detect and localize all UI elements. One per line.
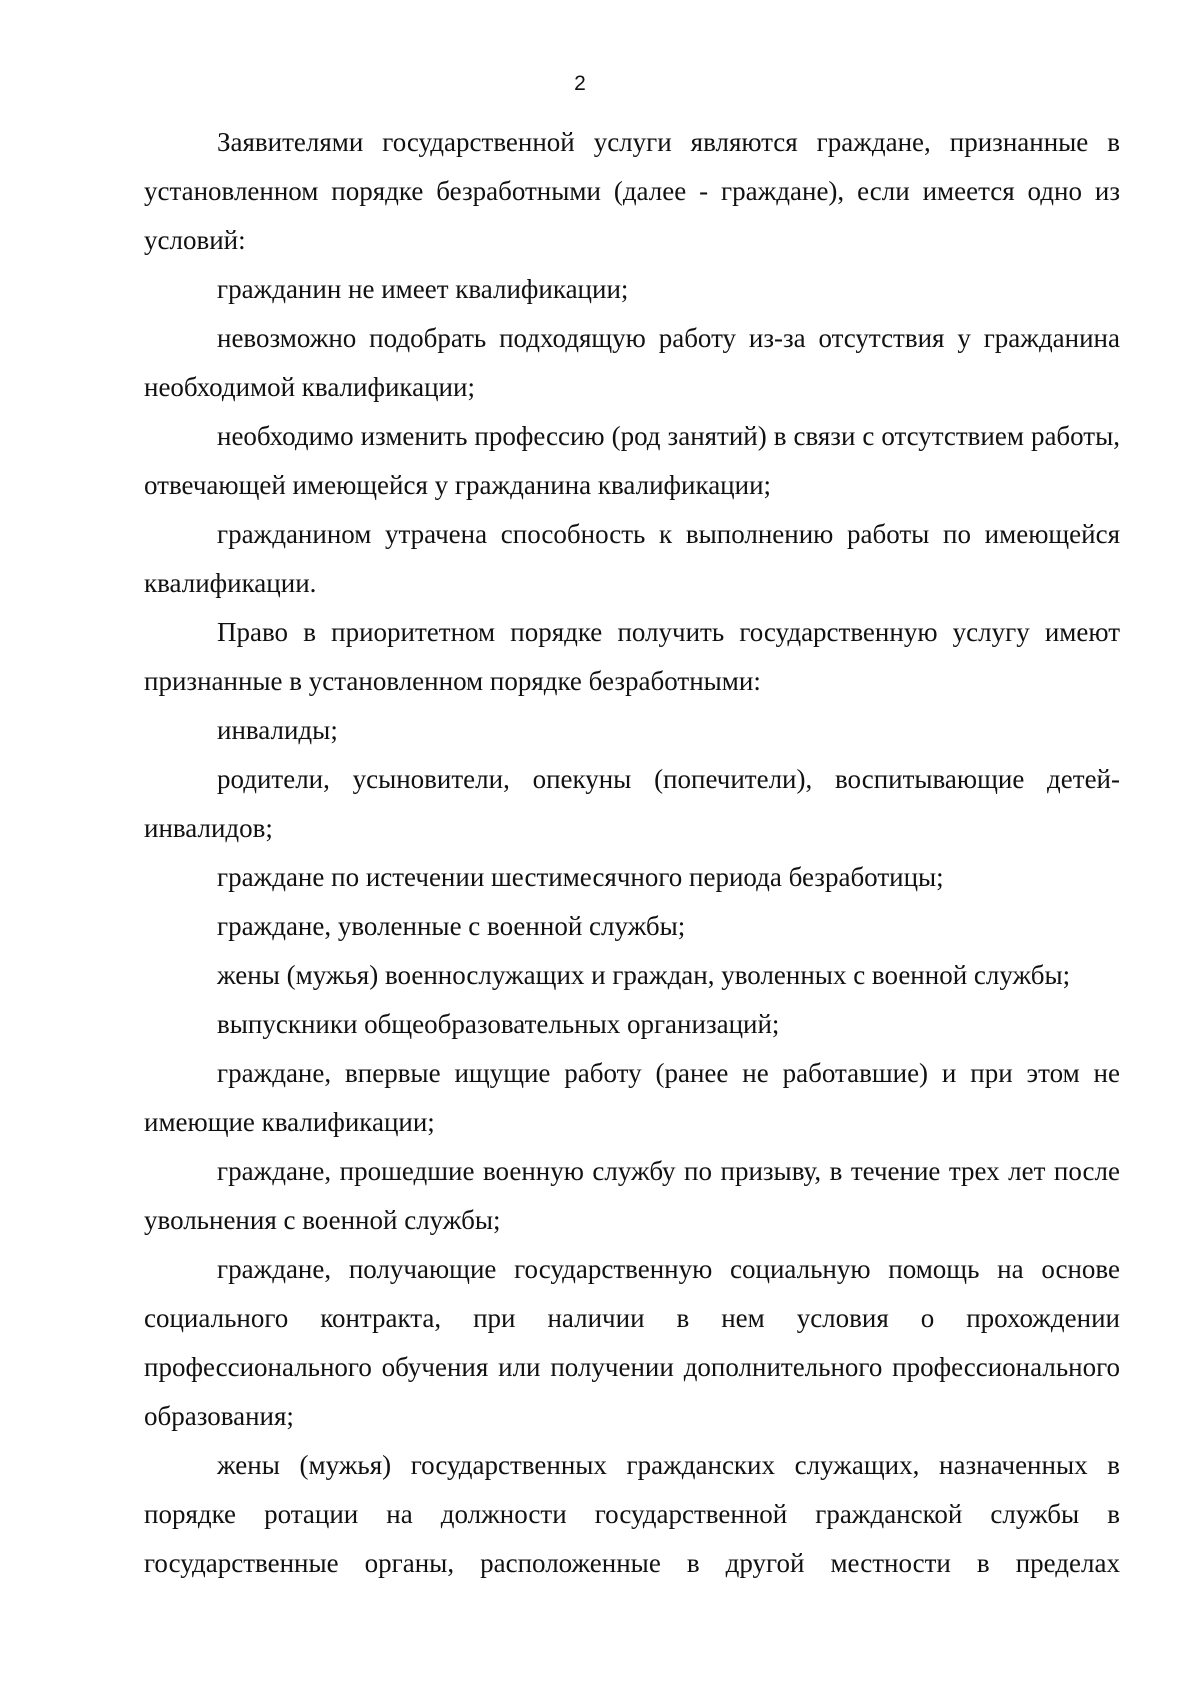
list-item: родители, усыновители, опекуны (попечители), воспитывающие детей-инвалидов; bbox=[144, 764, 1120, 843]
list-item: граждане по истечении шестимесячного периода безработицы; bbox=[217, 862, 944, 892]
paragraph-applicants: Заявителями государственной услуги являются граждане, признанные в установленном порядке безработными (далее - граждане), если имеется одно из условий: bbox=[144, 127, 1120, 255]
list-item: граждане, получающие государственную социальную помощь на основе социального контракта, при наличии в нем условия о прохождении профессионального обучения или получении дополнительного профессионального образования; bbox=[144, 1254, 1120, 1431]
paragraph-priority-right: Право в приоритетном порядке получить государственную услугу имеют признанные в установленном порядке безработными: bbox=[144, 617, 1120, 696]
list-item: гражданин не имеет квалификации; bbox=[217, 274, 629, 304]
list-item: гражданином утрачена способность к выполнению работы по имеющейся квалификации. bbox=[144, 519, 1120, 598]
page-number: 2 bbox=[574, 72, 586, 95]
list-item: инвалиды; bbox=[217, 715, 338, 745]
list-item: выпускники общеобразовательных организаций; bbox=[217, 1009, 780, 1039]
list-item: граждане, уволенные с военной службы; bbox=[217, 911, 686, 941]
document-body bbox=[144, 118, 1120, 1588]
list-item: граждане, впервые ищущие работу (ранее не работавшие) и при этом не имеющие квалификации; bbox=[144, 1058, 1120, 1137]
list-item: необходимо изменить профессию (род занятий) в связи с отсутствием работы, отвечающей имеющейся у гражданина квалификации; bbox=[144, 421, 1120, 500]
list-item: жены (мужья) государственных гражданских служащих, назначенных в порядке ротации на должности государственной гражданской службы в государственные органы, расположенные в другой местности в пределах bbox=[144, 1450, 1120, 1578]
list-item: жены (мужья) военнослужащих и граждан, уволенных с военной службы; bbox=[217, 960, 1071, 990]
list-item: граждане, прошедшие военную службу по призыву, в течение трех лет после увольнения с военной службы; bbox=[144, 1156, 1120, 1235]
list-item: невозможно подобрать подходящую работу из-за отсутствия у гражданина необходимой квалификации; bbox=[144, 323, 1120, 402]
